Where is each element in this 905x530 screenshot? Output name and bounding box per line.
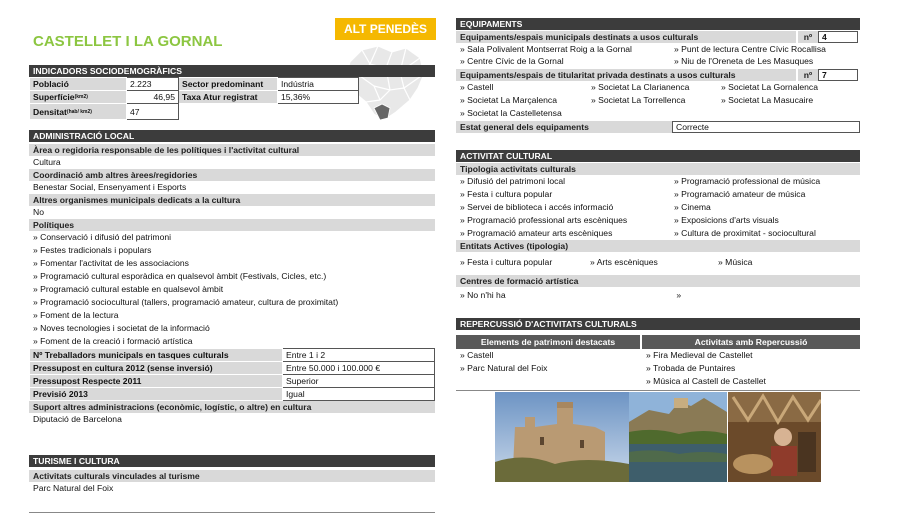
turisme-header: TURISME I CULTURA [29,455,435,467]
admin-header: ADMINISTRACIÓ LOCAL [29,130,435,142]
densitat-value: 47 [127,104,179,120]
activitat-item: » Trobada de Puntaires [642,362,766,375]
tipologia-item: » Exposicions d'arts visuals [670,214,820,227]
politica-item: » Festes tradicionals i populars [29,244,435,257]
private-items [456,81,860,120]
turisme-value: Parc Natural del Foix [33,483,114,493]
entitat-item: » Festa i cultura popular [456,256,586,269]
repercussio-header: REPERCUSSIÓ D'ACTIVITATS CULTURALS [456,318,860,330]
treballadors-label: Nº Treballadors municipals en tasques culturals [30,349,283,362]
private-item: » Societat la Castelletensa [456,107,587,120]
private-n-label: nº [798,69,818,81]
tipologia-item: » Programació professional de música [670,175,820,188]
indicators-header: INDICADORS SOCIODEMOGRÀFICS [29,65,435,77]
politica-item: » Noves tecnologies i societat de la informació [29,322,435,335]
private-item: » Societat La Masucaire [717,94,818,107]
suport-label: Suport altres administracions (econòmic, logístic, o altre) en cultura [29,401,435,413]
element-item: » Parc Natural del Foix [456,362,642,375]
activitat-section [456,150,860,302]
politica-item: » Programació cultural estable en qualsevol àmbit [29,283,435,296]
suport-value: Diputació de Barcelona [33,414,122,424]
public-items-row [456,43,860,67]
sector-value: Indústria [278,78,359,91]
centres-list [456,289,860,302]
taxa-value: 15,36% [278,91,359,104]
previsio-label: Previsió 2013 [30,388,283,401]
activitat-item: » Música al Castell de Castellet [642,375,766,388]
coord-label: Coordinació amb altres àrees/regidories [29,169,435,181]
fair-photo [728,392,821,482]
estat-label: Estat general dels equipaments [456,121,672,133]
element-item: » Castell [456,349,642,362]
private-item: » Societat La Clarianenca [587,81,717,94]
treballadors-value: Entre 1 i 2 [283,349,435,362]
equipaments-section [456,18,860,133]
activitat-item: » Fira Medieval de Castellet [642,349,766,362]
poblacio-label: Població [30,78,127,91]
castle-photo [495,392,629,482]
superficie-label: Superfície$^{(km2)}$ [30,91,127,104]
entitat-item: » Música [714,256,752,269]
respecte-label: Pressupost Respecte 2011 [30,375,283,388]
entitat-item: » Arts escèniques [586,256,714,269]
politica-item: » Programació cultural esporàdica en qualsevol àmbit (Festivals, Cicles, etc.) [29,270,435,283]
public-n-value: 4 [818,31,858,43]
private-item: » Societat La Gornalenca [717,81,818,94]
equipaments-header: EQUIPAMENTS [456,18,860,30]
tipologia-item: » Servei de biblioteca i accés informació [456,201,670,214]
area-label: Àrea o regidoria responsable de les polítiques i l'activitat cultural [29,144,435,156]
repercussio-section [456,318,860,391]
previsio-value: Igual [283,388,435,401]
tipologia-label: Tipologia activitats culturals [456,163,860,175]
centre-item: » [674,290,682,300]
tipologia-item: » Programació amateur de música [670,188,820,201]
admin-section [29,130,435,426]
private-item: » Castell [456,81,587,94]
public-item: » Centre Cívic de la Gornal [456,55,670,67]
page-title: CASTELLET I LA GORNAL [33,33,223,50]
tipologia-item: » Programació amateur arts escèniques [456,227,670,240]
altres-value: No [33,207,44,217]
coord-value: Benestar Social, Ensenyament i Esports [33,182,187,192]
pressupost-value: Entre 50.000 i 100.000 € [283,362,435,375]
public-label: Equipaments/espais municipals destinats a usos culturals [456,31,796,43]
respecte-value: Superior [283,375,435,388]
poblacio-value: 2.223 [127,78,179,91]
politica-item: » Foment de la creació i formació artística [29,335,435,348]
taxa-label: Taxa Atur registrat [179,91,278,104]
private-label: Equipaments/espais de titularitat privada destinats a usos culturals [456,69,796,81]
entitats-list [456,256,860,269]
altres-label: Altres organismes municipals dedicats a la cultura [29,194,435,206]
centre-item: » No n'hi ha [456,289,670,302]
col-elements-header: Elements de patrimoni destacats [456,335,640,349]
tipologia-item: » Festa i cultura popular [456,188,670,201]
tipologia-item: » Difusió del patrimoni local [456,175,670,188]
pressupost-label: Pressupost en cultura 2012 (sense inversió) [30,362,283,375]
tipologia-item: » Cinema [670,201,820,214]
politiques-label: Polítiques [29,219,435,231]
turisme-section [29,455,435,513]
estat-value: Correcte [672,121,860,133]
entitats-label: Entitats Actives (tipologia) [456,240,860,252]
centres-label: Centres de formació artística [456,275,860,287]
tipologia-item: » Programació professional arts escèniques [456,214,670,227]
public-item: » Punt de lectura Centre Cívic Rocallisa [670,43,826,55]
public-n-label: nº [798,31,818,43]
region-badge: ALT PENEDÈS [335,18,436,40]
river-photo [629,392,727,482]
private-item: » Societat La Marçalenca [456,94,587,107]
politica-item: » Fomentar l'activitat de les associacions [29,257,435,270]
area-value: Cultura [33,157,61,167]
public-item: » Sala Polivalent Montserrat Roig a la Gornal [456,43,670,55]
tipologia-list [456,175,860,240]
politica-item: » Conservació i difusió del patrimoni [29,231,435,244]
activitat-header: ACTIVITAT CULTURAL [456,150,860,162]
densitat-label: Densitat$^{(hab/ km2)}$ [30,104,127,120]
politica-item: » Programació sociocultural (tallers, programació amateur, cultura de proximitat) [29,296,435,309]
private-item: » Societat La Torrellenca [587,94,717,107]
turisme-label: Activitats culturals vinculades al turisme [29,470,435,482]
politica-item: » Foment de la lectura [29,309,435,322]
superficie-value: 46,95 [127,91,179,104]
private-n-value: 7 [818,69,858,81]
sector-label: Sector predominant [179,78,278,91]
col-activitats-header: Activitats amb Repercussió [642,335,860,349]
indicators-section [29,65,435,120]
public-item: » Niu de l'Oreneta de Les Masuques [670,55,826,67]
tipologia-item: » Cultura de proximitat - sociocultural [670,227,820,240]
